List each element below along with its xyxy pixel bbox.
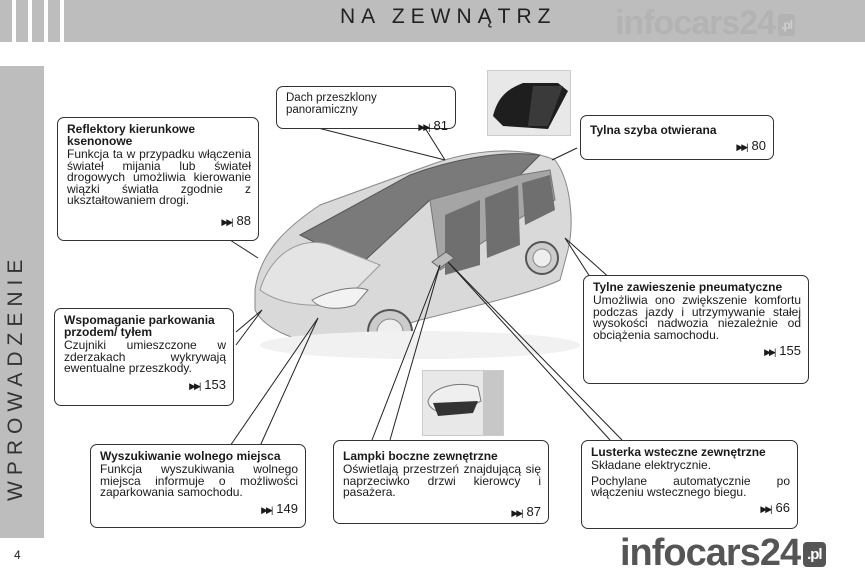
callout-exterior-mirrors [581,440,798,529]
watermark-top: infocars24 .pl [615,4,795,43]
skip-forward-icon: ▶▶| [764,347,775,357]
skip-forward-icon: ▶▶| [221,216,232,227]
callout-body: Umożliwia ono zwiększenie komfortu podczas jazdy i utrzymywanie stałej wysokości nadwozia niezależnie od obciążenia samochodu. [593,293,801,342]
rear-window-photo [487,70,571,136]
section-label: WPROWADZENIE [4,253,27,501]
page-ref-link[interactable]: ▶▶| 88 [221,212,251,228]
callout-body: Funkcja ta w przypadku włączenia świateł mijania lub świateł drogowych umożliwia kierowanie wiązki światła zgodnie z ukształtowaniem drogi. [67,147,251,207]
callout-body: Czujniki umieszczone w zderzakach wykrywają ewentualne przeszkody. [64,338,226,375]
skip-forward-icon: ▶▶| [511,507,522,518]
page-ref-link[interactable]: ▶▶| 66 [760,499,790,515]
skip-forward-icon: ▶▶| [736,142,747,152]
callout-title: Lusterka wsteczne zewnętrzne [591,445,766,459]
callout-rear-window [580,115,774,160]
side-lamp-photo [422,370,504,436]
callout-title: Reflektory kierunkowe ksenonowe [67,122,196,148]
callout-title: Wyszukiwanie wolnego miejsca [100,449,281,463]
callout-title: Wspomaganie parkowania przodem/ tyłem [64,313,215,339]
callout-title: Lampki boczne zewnętrzne [343,449,498,463]
callout-space-finder [90,444,306,528]
callout-body: Oświetlają przestrzeń znajdującą się naprzeciwko drzwi kierowcy i pasażera. [343,462,541,499]
callout-parking-assist [54,308,234,406]
callout-panoramic-roof [276,86,456,133]
skip-forward-icon: ▶▶| [189,380,200,391]
skip-forward-icon: ▶▶| [760,503,771,514]
callout-title: Tylna szyba otwierana [590,123,717,137]
page-title: NA ZEWNĄTRZ [340,5,557,28]
skip-forward-icon: ▶▶| [261,504,272,515]
callout-side-lamps [333,440,549,524]
page-ref-link[interactable]: ▶▶| 155 [764,343,801,358]
callout-body: Składane elektrycznie. [591,458,712,472]
page-ref-link[interactable]: ▶▶| 80 [736,138,766,153]
page-ref-link[interactable]: ▶▶| 149 [261,500,298,516]
watermark-bottom: infocars24 .pl [620,532,826,575]
page-ref-link[interactable]: ▶▶| 81 [418,118,448,133]
callout-xenon-headlights [57,117,259,241]
callout-title: Dach przeszklony panoramiczny [286,92,377,116]
callout-body-2: Pochylane automatycznie po włączeniu wstecznego biegu. [591,473,790,499]
callout-air-suspension [583,275,809,384]
callout-body: Funkcja wyszukiwania wolnego miejsca informuje o możliwości zaparkowania samochodu. [100,462,298,499]
skip-forward-icon: ▶▶| [418,122,429,132]
page-ref-link[interactable]: ▶▶| 153 [189,376,226,392]
page-number: 4 [14,548,21,562]
page-ref-link[interactable]: ▶▶| 87 [511,503,541,519]
callout-title: Tylne zawieszenie pneumatyczne [593,280,783,294]
